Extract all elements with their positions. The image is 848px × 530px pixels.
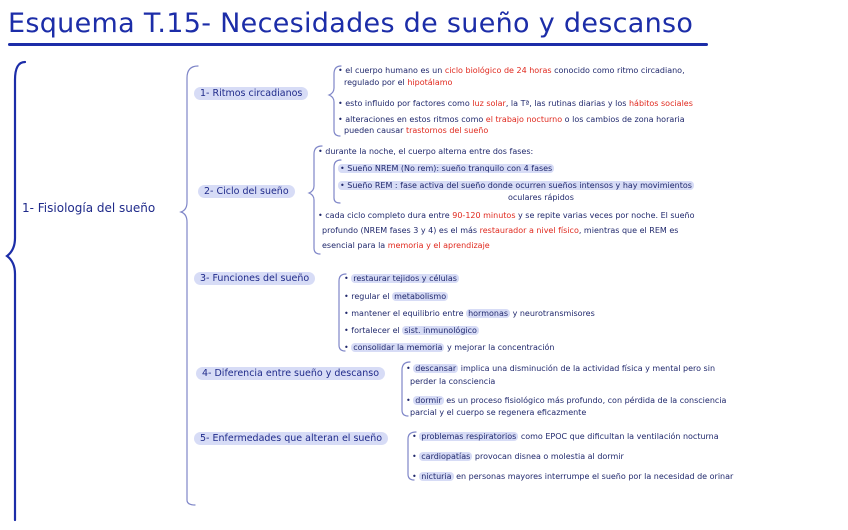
s2-rem-1: • Sueño REM : fase activa del sueño donde ocurren sueños intensos y hay movimientos — [340, 181, 692, 190]
s3-item-1: • restaurar tejidos y células — [344, 274, 457, 283]
s2-nrem: • Sueño NREM (No rem): sueño tranquilo con 4 fases — [340, 164, 553, 173]
section-enfermedades: 5- Enfermedades que alteran el sueño — [194, 432, 388, 445]
s1-line-1: • el cuerpo humano es un ciclo biológico de 24 horas conocido como ritmo circadiano, — [338, 66, 685, 75]
s1-line-3: • esto influido por factores como luz solar, la Tª, las rutinas diarias y los hábitos sociales — [338, 99, 693, 108]
s5-item-2: • cardiopatías provocan disnea o molestia al dormir — [412, 452, 624, 461]
s1-line-4: • alteraciones en estos ritmos como el trabajo nocturno o los cambios de zona horaria — [338, 115, 685, 124]
s3-item-3: • mantener el equilibrio entre hormonas y neurotransmisores — [344, 309, 595, 318]
s3-item-4: • fortalecer el sist. inmunológico — [344, 326, 477, 335]
s2-rem-2: oculares rápidos — [508, 193, 574, 202]
s3-item-5: • consolidar la memoria y mejorar la concentración — [344, 343, 555, 352]
section-ciclo-sueno: 2- Ciclo del sueño — [198, 185, 295, 198]
s4-descansar-2: perder la consciencia — [410, 377, 496, 386]
page-title: Esquema T.15- Necesidades de sueño y descanso — [8, 8, 694, 39]
section-ritmos-circadianos: 1- Ritmos circadianos — [194, 87, 308, 100]
s2-cycle-2: profundo (NREM fases 3 y 4) es el más restaurador a nivel físico, mientras que el REM es — [322, 226, 679, 235]
s1-line-5: pueden causar trastornos del sueño — [344, 126, 489, 135]
s2-cycle-3: esencial para la memoria y el aprendizaje — [322, 241, 490, 250]
s3-item-2: • regular el metabolismo — [344, 292, 447, 301]
s1-line-2: regulado por el hipotálamo — [344, 78, 453, 87]
s5-item-3: • nicturia en personas mayores interrumpe el sueño por la necesidad de orinar — [412, 472, 734, 481]
main-topic: 1- Fisiología del sueño — [22, 201, 156, 215]
section-diferencia-sueno-descanso: 4- Diferencia entre sueño y descanso — [196, 367, 385, 380]
section-funciones-sueno: 3- Funciones del sueño — [194, 272, 315, 285]
s2-intro: • durante la noche, el cuerpo alterna entre dos fases: — [318, 147, 534, 156]
s2-cycle-1: • cada ciclo completo dura entre 90-120 minutos y se repite varias veces por noche. El sueño — [318, 211, 695, 220]
s5-item-1: • problemas respiratorios como EPOC que dificultan la ventilación nocturna — [412, 432, 719, 441]
s4-dormir-2: parcial y el cuerpo se regenera eficazmente — [410, 408, 587, 417]
s4-descansar-1: • descansar implica una disminución de la actividad física y mental pero sin — [406, 364, 716, 373]
s4-dormir-1: • dormir es un proceso fisiológico más profundo, con pérdida de la consciencia — [406, 396, 727, 405]
